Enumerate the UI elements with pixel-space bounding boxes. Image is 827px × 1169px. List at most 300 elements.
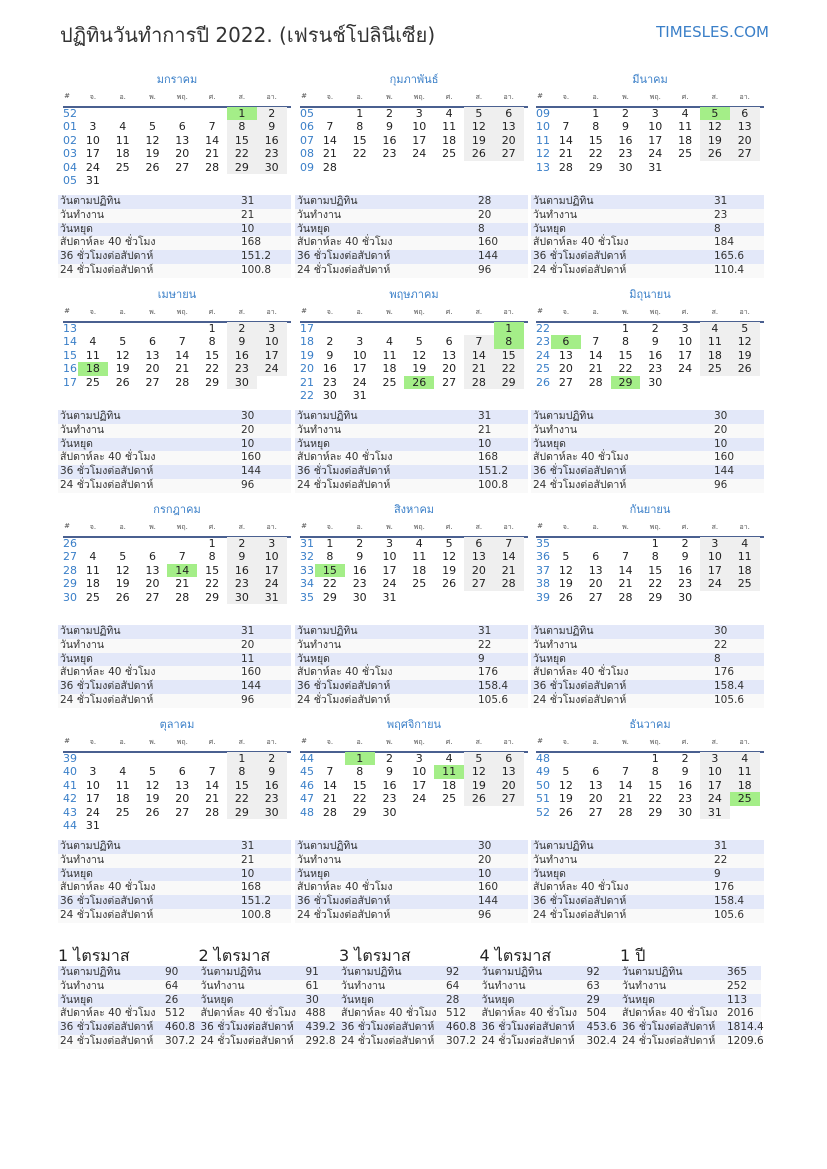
day-cell[interactable]: 1 [651,537,659,550]
day-cell[interactable]: 26 [145,805,160,819]
day-cell[interactable]: 17 [412,133,427,147]
day-cell[interactable]: 21 [618,577,633,591]
day-cell[interactable]: 13 [588,778,603,792]
day-cell[interactable]: 4 [119,765,127,779]
day-cell[interactable]: 9 [621,120,629,134]
day-cell[interactable]: 7 [326,765,334,779]
day-cell[interactable]: 14 [494,550,524,563]
day-cell[interactable]: 26 [464,147,494,160]
day-cell[interactable]: 30 [322,389,337,402]
day-cell[interactable]: 12 [464,765,494,778]
day-cell[interactable]: 21 [618,792,633,806]
day-cell[interactable]: 25 [700,362,730,375]
day-cell[interactable]: 25 [442,147,457,161]
day-cell[interactable]: 31 [700,806,730,819]
day-cell[interactable]: 24 [382,577,397,591]
day-cell[interactable]: 17 [85,792,100,806]
day-cell[interactable]: 14 [205,778,220,792]
day-cell[interactable]: 7 [562,120,570,134]
day-cell[interactable]: 29 [588,160,603,174]
day-cell[interactable]: 13 [730,120,760,133]
day-cell[interactable]: 5 [445,537,453,550]
day-cell[interactable]: 18 [442,133,457,147]
day-cell[interactable]: 18 [115,147,130,161]
holiday-day-cell[interactable]: 1 [494,322,524,335]
day-cell[interactable]: 6 [148,550,156,564]
day-cell[interactable]: 25 [730,577,760,590]
day-cell[interactable]: 15 [227,779,257,792]
day-cell[interactable]: 9 [227,335,257,348]
day-cell[interactable]: 20 [175,147,190,161]
day-cell[interactable]: 17 [412,778,427,792]
day-cell[interactable]: 2 [257,752,287,765]
day-cell[interactable]: 8 [208,550,216,564]
day-cell[interactable]: 13 [145,348,160,362]
day-cell[interactable]: 18 [730,564,760,577]
day-cell[interactable]: 8 [356,765,364,779]
day-cell[interactable]: 27 [588,805,603,819]
day-cell[interactable]: 29 [494,376,524,389]
day-cell[interactable]: 25 [412,577,427,591]
day-cell[interactable]: 5 [415,335,423,349]
day-cell[interactable]: 14 [322,133,337,147]
day-cell[interactable]: 12 [558,563,573,577]
day-cell[interactable]: 13 [494,765,524,778]
day-cell[interactable]: 30 [352,590,367,604]
day-cell[interactable]: 28 [175,590,190,604]
day-cell[interactable]: 26 [700,147,730,160]
site-brand-link[interactable]: TIMESLES.COM [656,23,769,41]
day-cell[interactable]: 3 [415,752,423,765]
day-cell[interactable]: 11 [85,348,100,362]
day-cell[interactable]: 11 [700,335,730,348]
day-cell[interactable]: 4 [445,107,453,120]
day-cell[interactable]: 2 [385,107,393,120]
day-cell[interactable]: 15 [588,133,603,147]
day-cell[interactable]: 3 [700,752,730,765]
day-cell[interactable]: 3 [257,322,287,335]
holiday-day-cell[interactable]: 25 [730,792,760,805]
day-cell[interactable]: 27 [175,160,190,174]
day-cell[interactable]: 5 [119,550,127,564]
day-cell[interactable]: 27 [558,375,573,389]
day-cell[interactable]: 15 [352,778,367,792]
day-cell[interactable]: 21 [494,564,524,577]
day-cell[interactable]: 16 [678,778,693,792]
day-cell[interactable]: 20 [145,362,160,376]
day-cell[interactable]: 2 [651,322,659,335]
day-cell[interactable]: 2 [257,107,287,120]
day-cell[interactable]: 21 [322,147,337,161]
day-cell[interactable]: 30 [648,375,663,389]
day-cell[interactable]: 11 [678,120,693,134]
day-cell[interactable]: 1 [326,537,334,550]
day-cell[interactable]: 12 [115,348,130,362]
day-cell[interactable]: 11 [115,133,130,147]
day-cell[interactable]: 14 [588,348,603,362]
day-cell[interactable]: 20 [558,362,573,376]
day-cell[interactable]: 6 [730,107,760,120]
day-cell[interactable]: 23 [257,147,287,160]
day-cell[interactable]: 10 [85,133,100,147]
day-cell[interactable]: 14 [618,563,633,577]
day-cell[interactable]: 9 [326,348,334,362]
day-cell[interactable]: 15 [648,563,663,577]
day-cell[interactable]: 16 [352,563,367,577]
day-cell[interactable]: 2 [385,752,393,765]
day-cell[interactable]: 20 [175,792,190,806]
day-cell[interactable]: 24 [412,147,427,161]
day-cell[interactable]: 24 [700,792,730,805]
day-cell[interactable]: 16 [257,134,287,147]
day-cell[interactable]: 23 [382,147,397,161]
day-cell[interactable]: 14 [618,778,633,792]
day-cell[interactable]: 6 [178,765,186,779]
day-cell[interactable]: 2 [681,537,689,550]
day-cell[interactable]: 25 [115,805,130,819]
day-cell[interactable]: 18 [730,779,760,792]
day-cell[interactable]: 12 [700,120,730,133]
day-cell[interactable]: 10 [382,550,397,564]
day-cell[interactable]: 15 [494,349,524,362]
day-cell[interactable]: 10 [678,335,693,349]
day-cell[interactable]: 27 [494,792,524,805]
day-cell[interactable]: 18 [412,563,427,577]
day-cell[interactable]: 30 [227,376,257,389]
day-cell[interactable]: 8 [592,120,600,134]
day-cell[interactable]: 28 [322,160,337,174]
day-cell[interactable]: 1 [208,537,216,550]
day-cell[interactable]: 2 [356,537,364,550]
day-cell[interactable]: 20 [442,362,457,376]
day-cell[interactable]: 25 [382,375,397,389]
day-cell[interactable]: 30 [618,160,633,174]
day-cell[interactable]: 19 [558,577,573,591]
day-cell[interactable]: 19 [115,577,130,591]
day-cell[interactable]: 5 [119,335,127,349]
day-cell[interactable]: 5 [730,322,760,335]
day-cell[interactable]: 1 [621,322,629,335]
day-cell[interactable]: 17 [648,133,663,147]
day-cell[interactable]: 8 [227,120,257,133]
day-cell[interactable]: 24 [648,147,663,161]
day-cell[interactable]: 7 [178,550,186,564]
day-cell[interactable]: 6 [592,765,600,779]
day-cell[interactable]: 21 [588,362,603,376]
day-cell[interactable]: 5 [148,765,156,779]
day-cell[interactable]: 10 [85,778,100,792]
day-cell[interactable]: 4 [445,752,453,765]
day-cell[interactable]: 3 [257,537,287,550]
day-cell[interactable]: 23 [227,577,257,590]
day-cell[interactable]: 23 [648,362,663,376]
day-cell[interactable]: 17 [700,564,730,577]
day-cell[interactable]: 18 [382,362,397,376]
day-cell[interactable]: 17 [257,349,287,362]
day-cell[interactable]: 3 [89,120,97,134]
day-cell[interactable]: 2 [621,107,629,120]
day-cell[interactable]: 14 [175,348,190,362]
day-cell[interactable]: 23 [257,792,287,805]
day-cell[interactable]: 24 [352,375,367,389]
day-cell[interactable]: 26 [115,590,130,604]
day-cell[interactable]: 19 [145,147,160,161]
day-cell[interactable]: 10 [700,765,730,778]
day-cell[interactable]: 8 [621,335,629,349]
day-cell[interactable]: 17 [352,362,367,376]
day-cell[interactable]: 8 [208,335,216,349]
day-cell[interactable]: 29 [227,806,257,819]
holiday-day-cell[interactable]: 11 [434,765,464,778]
day-cell[interactable]: 16 [382,778,397,792]
day-cell[interactable]: 17 [700,779,730,792]
day-cell[interactable]: 10 [257,335,287,348]
day-cell[interactable]: 19 [115,362,130,376]
day-cell[interactable]: 18 [442,778,457,792]
day-cell[interactable]: 23 [227,362,257,375]
day-cell[interactable]: 2 [326,335,334,349]
day-cell[interactable]: 23 [322,375,337,389]
day-cell[interactable]: 8 [651,765,659,779]
day-cell[interactable]: 10 [412,765,427,779]
day-cell[interactable]: 15 [618,348,633,362]
day-cell[interactable]: 26 [558,590,573,604]
day-cell[interactable]: 4 [119,120,127,134]
day-cell[interactable]: 23 [618,147,633,161]
day-cell[interactable]: 1 [592,107,600,120]
day-cell[interactable]: 16 [618,133,633,147]
day-cell[interactable]: 1 [227,752,257,765]
day-cell[interactable]: 22 [588,147,603,161]
day-cell[interactable]: 24 [85,805,100,819]
day-cell[interactable]: 9 [651,335,659,349]
day-cell[interactable]: 5 [562,550,570,564]
day-cell[interactable]: 21 [205,147,220,161]
day-cell[interactable]: 15 [352,133,367,147]
day-cell[interactable]: 4 [681,107,689,120]
day-cell[interactable]: 27 [145,590,160,604]
day-cell[interactable]: 30 [257,161,287,174]
day-cell[interactable]: 2 [227,537,257,550]
day-cell[interactable]: 22 [322,577,337,591]
day-cell[interactable]: 16 [648,348,663,362]
day-cell[interactable]: 29 [322,590,337,604]
day-cell[interactable]: 30 [257,806,287,819]
day-cell[interactable]: 24 [678,362,693,376]
day-cell[interactable]: 13 [145,563,160,577]
day-cell[interactable]: 22 [352,147,367,161]
holiday-day-cell[interactable]: 26 [404,376,434,389]
day-cell[interactable]: 7 [592,335,600,349]
day-cell[interactable]: 20 [730,134,760,147]
day-cell[interactable]: 4 [385,335,393,349]
day-cell[interactable]: 11 [412,550,427,564]
day-cell[interactable]: 3 [700,537,730,550]
day-cell[interactable]: 24 [257,577,287,590]
day-cell[interactable]: 3 [356,335,364,349]
day-cell[interactable]: 18 [115,792,130,806]
day-cell[interactable]: 13 [558,348,573,362]
day-cell[interactable]: 30 [678,805,693,819]
day-cell[interactable]: 31 [85,819,100,832]
day-cell[interactable]: 11 [730,550,760,563]
day-cell[interactable]: 31 [352,389,367,402]
day-cell[interactable]: 4 [89,550,97,564]
day-cell[interactable]: 25 [442,792,457,806]
day-cell[interactable]: 9 [356,550,364,564]
day-cell[interactable]: 31 [257,591,287,604]
day-cell[interactable]: 25 [115,160,130,174]
day-cell[interactable]: 18 [700,349,730,362]
day-cell[interactable]: 26 [730,362,760,375]
holiday-day-cell[interactable]: 15 [315,564,345,577]
day-cell[interactable]: 31 [648,160,663,174]
day-cell[interactable]: 27 [442,375,457,389]
day-cell[interactable]: 1 [651,752,659,765]
day-cell[interactable]: 3 [385,537,393,550]
day-cell[interactable]: 12 [730,335,760,348]
day-cell[interactable]: 27 [494,147,524,160]
day-cell[interactable]: 4 [730,537,760,550]
day-cell[interactable]: 15 [205,348,220,362]
day-cell[interactable]: 5 [464,107,494,120]
day-cell[interactable]: 17 [257,564,287,577]
day-cell[interactable]: 2 [227,322,257,335]
day-cell[interactable]: 22 [352,792,367,806]
day-cell[interactable]: 21 [205,792,220,806]
day-cell[interactable]: 20 [588,577,603,591]
day-cell[interactable]: 10 [257,550,287,563]
day-cell[interactable]: 17 [85,147,100,161]
day-cell[interactable]: 24 [412,792,427,806]
day-cell[interactable]: 22 [648,792,663,806]
day-cell[interactable]: 7 [178,335,186,349]
day-cell[interactable]: 9 [385,120,393,134]
day-cell[interactable]: 3 [415,107,423,120]
day-cell[interactable]: 3 [681,322,689,335]
day-cell[interactable]: 9 [681,550,689,564]
day-cell[interactable]: 19 [558,792,573,806]
day-cell[interactable]: 22 [494,362,524,375]
day-cell[interactable]: 22 [648,577,663,591]
day-cell[interactable]: 16 [227,349,257,362]
day-cell[interactable]: 13 [175,133,190,147]
day-cell[interactable]: 20 [494,134,524,147]
day-cell[interactable]: 22 [205,362,220,376]
day-cell[interactable]: 4 [89,335,97,349]
day-cell[interactable]: 29 [227,161,257,174]
day-cell[interactable]: 3 [89,765,97,779]
day-cell[interactable]: 21 [175,362,190,376]
day-cell[interactable]: 1 [208,322,216,335]
day-cell[interactable]: 22 [227,792,257,805]
day-cell[interactable]: 10 [412,120,427,134]
day-cell[interactable]: 8 [356,120,364,134]
day-cell[interactable]: 7 [326,120,334,134]
day-cell[interactable]: 12 [145,778,160,792]
day-cell[interactable]: 24 [85,160,100,174]
day-cell[interactable]: 23 [352,577,367,591]
day-cell[interactable]: 13 [175,778,190,792]
day-cell[interactable]: 27 [464,577,494,590]
holiday-day-cell[interactable]: 1 [227,107,257,120]
day-cell[interactable]: 24 [700,577,730,590]
day-cell[interactable]: 26 [115,375,130,389]
day-cell[interactable]: 12 [115,563,130,577]
day-cell[interactable]: 28 [205,160,220,174]
day-cell[interactable]: 29 [205,590,220,604]
day-cell[interactable]: 9 [257,765,287,778]
day-cell[interactable]: 13 [494,120,524,133]
holiday-day-cell[interactable]: 5 [700,107,730,120]
day-cell[interactable]: 19 [412,362,427,376]
day-cell[interactable]: 11 [382,348,397,362]
day-cell[interactable]: 22 [205,577,220,591]
day-cell[interactable]: 7 [621,550,629,564]
day-cell[interactable]: 16 [322,362,337,376]
day-cell[interactable]: 17 [382,563,397,577]
day-cell[interactable]: 12 [442,550,457,564]
day-cell[interactable]: 19 [464,134,494,147]
day-cell[interactable]: 21 [175,577,190,591]
day-cell[interactable]: 24 [257,362,287,375]
holiday-day-cell[interactable]: 8 [494,335,524,348]
day-cell[interactable]: 22 [618,362,633,376]
day-cell[interactable]: 20 [464,564,494,577]
day-cell[interactable]: 5 [148,120,156,134]
day-cell[interactable]: 18 [678,133,693,147]
day-cell[interactable]: 28 [558,160,573,174]
day-cell[interactable]: 11 [115,778,130,792]
day-cell[interactable]: 6 [592,550,600,564]
day-cell[interactable]: 28 [618,805,633,819]
day-cell[interactable]: 14 [464,349,494,362]
day-cell[interactable]: 15 [205,563,220,577]
day-cell[interactable]: 9 [681,765,689,779]
day-cell[interactable]: 13 [588,563,603,577]
day-cell[interactable]: 30 [227,591,257,604]
day-cell[interactable]: 29 [648,805,663,819]
day-cell[interactable]: 21 [464,362,494,375]
day-cell[interactable]: 16 [678,563,693,577]
day-cell[interactable]: 26 [145,160,160,174]
day-cell[interactable]: 8 [326,550,334,564]
day-cell[interactable]: 12 [145,133,160,147]
day-cell[interactable]: 29 [648,590,663,604]
day-cell[interactable]: 23 [382,792,397,806]
day-cell[interactable]: 5 [562,765,570,779]
day-cell[interactable]: 5 [464,752,494,765]
day-cell[interactable]: 29 [352,805,367,819]
day-cell[interactable]: 15 [648,778,663,792]
day-cell[interactable]: 6 [494,107,524,120]
day-cell[interactable]: 6 [148,335,156,349]
day-cell[interactable]: 7 [208,120,216,134]
day-cell[interactable]: 9 [385,765,393,779]
day-cell[interactable]: 14 [205,133,220,147]
day-cell[interactable]: 10 [352,348,367,362]
day-cell[interactable]: 19 [464,779,494,792]
day-cell[interactable]: 16 [227,564,257,577]
day-cell[interactable]: 13 [464,550,494,563]
day-cell[interactable]: 12 [464,120,494,133]
holiday-day-cell[interactable]: 18 [78,362,108,375]
holiday-day-cell[interactable]: 14 [167,564,197,577]
day-cell[interactable]: 23 [678,792,693,806]
day-cell[interactable]: 27 [588,590,603,604]
day-cell[interactable]: 15 [227,134,257,147]
day-cell[interactable]: 4 [415,537,423,550]
